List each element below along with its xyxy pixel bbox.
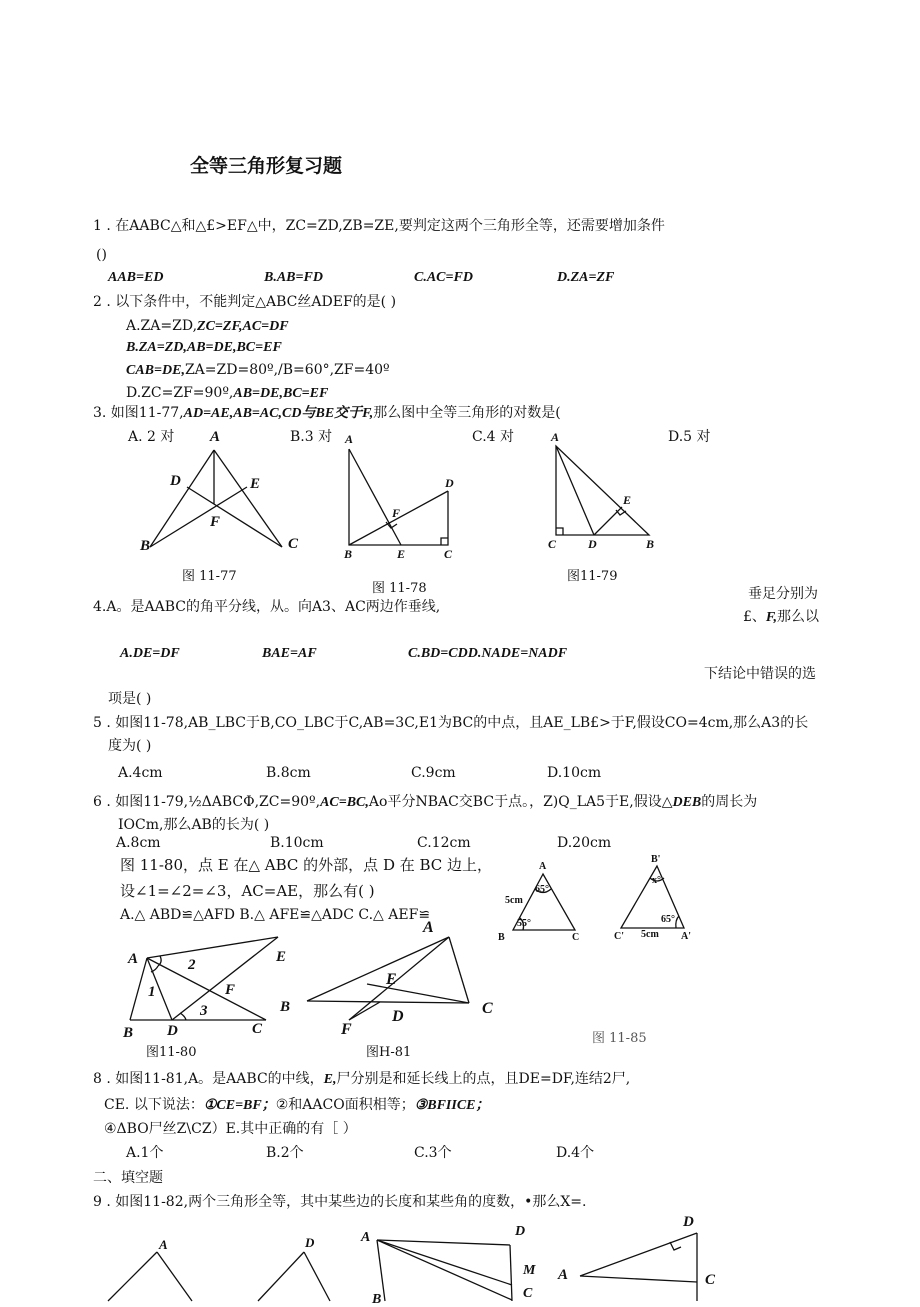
fig79-label-c: C (548, 537, 557, 551)
q2-a-plain: A.ZA=ZD, (126, 318, 198, 334)
fig80-label-e: E (276, 949, 287, 965)
q1-stem: 1 . 在AABC△和△£>EF△中，ZC=ZD,ZB=ZE,要判定这两个三角形全等，还需要增加条件 (93, 218, 665, 234)
fig80-label-3: 3 (200, 1003, 208, 1019)
tri-left-label-b: B (498, 932, 505, 943)
fig81-label-a: A (423, 919, 434, 936)
fig80-label-a: A (128, 951, 139, 967)
q9-stem: 9 . 如图11-82,两个三角形全等，其中某些边的长度和某些角的度数，•那么X=. (93, 1194, 587, 1210)
q4-right3: 下结论中错误的选 (704, 666, 816, 682)
q2-option-b: B.ZA=ZD,AB=DE,BC=EF (126, 340, 282, 355)
fig78-label-e: E (397, 547, 406, 561)
q6-option-c: C.12cm (417, 835, 471, 851)
q5-option-c: C.9cm (411, 765, 456, 781)
q8-line3: ④ΔBO尸丝Z\CZ）E.其中正确的有［ ） (104, 1121, 357, 1137)
q8-stem-tail: 尸分别是和延长线上的点，且DE=DF,连结2尸, (336, 1071, 631, 1087)
q2-c-bold: CAB=DE, (126, 363, 185, 378)
tri-right-angle-65: 65° (661, 914, 675, 925)
fig85-partial-caption: 图 11-85 (592, 1031, 647, 1046)
q4-right2-plain: £、 (743, 609, 766, 625)
tri-left-side: 5cm (505, 895, 523, 906)
q4-right1: 垂足分别为 (748, 586, 818, 602)
fig78-label-b: B (344, 547, 353, 561)
q2-stem: 2 . 以下条件中，不能判定△ABC丝ADEF的是( ) (93, 294, 397, 310)
fig78-caption: 图 11-78 (372, 581, 427, 596)
q1-paren: () (96, 247, 107, 263)
q6-stem-plain: 6 . 如图11-79,½ΔABCΦ,ZC=90º, (93, 794, 321, 810)
fig77-label-d: D (170, 473, 181, 489)
fig81-label-f: F (341, 1021, 352, 1038)
q1-option-c: C.AC=FD (414, 270, 473, 285)
fig80-label-c: C (252, 1021, 263, 1037)
tri-left-label-c: C (572, 932, 580, 943)
tri-left-angle-b: 55° (517, 918, 531, 929)
q3-option-a: A. 2 对 (128, 429, 175, 445)
q4-tail: 项是( ) (108, 691, 152, 707)
fig77-label-f: F (210, 514, 221, 530)
q2-d-plain: D.ZC=ZF=90º, (126, 385, 234, 401)
q8-line2-b2: ③BFIICE； (414, 1098, 490, 1113)
bottom-label-c2: C (705, 1272, 716, 1288)
fig79-caption: 图11-79 (567, 569, 618, 584)
q8-option-c: C.3个 (414, 1145, 452, 1161)
fig80-label-1: 1 (148, 984, 156, 1000)
q4-right2-tail: 那么以 (776, 609, 819, 625)
q4-option-a: A.DE=DF (120, 646, 180, 661)
tri-right-label-b: B' (651, 854, 661, 865)
bottom-label-a2: A (361, 1230, 371, 1245)
q2-a-bold: ZC=ZF,AC=DF (197, 319, 289, 334)
page-title: 全等三角形复习题 (190, 155, 343, 177)
tri-right-side: 5cm (641, 929, 659, 940)
tri-right-label-c: C' (614, 931, 624, 942)
bottom-label-a1: A (159, 1237, 168, 1252)
fig79-label-a: A (551, 430, 560, 444)
fig81-caption: 图H-81 (366, 1045, 412, 1060)
fig78-label-a: A (345, 432, 354, 446)
q3-option-d: D.5 对 (668, 429, 711, 445)
bottom-label-a3: A (558, 1267, 569, 1283)
q7-line3: A.△ ABD≌△AFD B.△ AFE≌△ADC C.△ AEF≌ (120, 907, 431, 923)
fig80-label-f: F (225, 982, 236, 998)
q4-option-cd: C.BD=CDD.NADE=NADF (408, 646, 568, 661)
fig80-caption: 图11-80 (146, 1045, 197, 1060)
bottom-label-m: M (523, 1263, 536, 1278)
q4-option-b: BAE=AF (262, 646, 317, 661)
q4-right2-bold: F, (765, 610, 777, 625)
bottom-label-d1: D (305, 1235, 315, 1250)
q8-line2-b1: ①CE=BF； (203, 1098, 276, 1113)
q5-stem: 5 . 如图11-78,AB_LBC于B,CO_LBC于C,AB=3C,E1为BC的中点，且AE_LB£>于F,假设CO=4cm,那么A3的长 (93, 715, 809, 731)
section-fill-in-heading: 二、填空题 (93, 1170, 163, 1186)
q8-option-a: A.1个 (126, 1145, 164, 1161)
q7-line1: 图 11-80，点 E 在△ ABC 的外部，点 D 在 BC 边上， (120, 856, 493, 874)
q6-stem-bold2: DEB (672, 795, 702, 810)
fig79-label-d: D (588, 537, 597, 551)
q4-stem: 4.A。是AABC的角平分线，从。向A3、AC两边作垂线, (93, 599, 441, 615)
q2-c-plain: ZA=ZD=80º,/B=60°,ZF=40º (184, 362, 390, 378)
bottom-label-b: B (372, 1292, 382, 1307)
tri-right-angle-x: x° (652, 875, 661, 886)
fig77-label-c: C (288, 536, 299, 552)
fig78-label-f: F (392, 506, 401, 520)
q3-stem-plain: 3. 如图11-77, (93, 405, 184, 421)
q6-stem2: IOCm,那么AB的长为( ) (118, 817, 270, 833)
q6-option-a: A.8cm (116, 835, 161, 851)
fig80-label-b-right: B (280, 999, 291, 1015)
fig77-label-a: A (210, 429, 221, 445)
q8-line2-plain: CE. 以下说法： (104, 1097, 204, 1113)
q1-option-a: AAB=ED (108, 270, 164, 285)
fig77-label-b: B (140, 538, 151, 554)
fig78-label-c: C (444, 547, 453, 561)
fig78-label-d: D (445, 476, 454, 490)
fig81-label-c: C (482, 1000, 493, 1017)
tri-left-angle-a: 65° (535, 884, 549, 895)
q7-line2: 设∠1=∠2=∠3，AC=AE，那么有( ) (120, 882, 375, 900)
q5-option-a: A.4cm (118, 765, 163, 781)
q1-option-b: B.AB=FD (264, 270, 323, 285)
q2-d-bold: AB=DE,BC=EF (233, 386, 329, 401)
q1-option-d: D.ZA=ZF (557, 270, 615, 285)
bottom-label-d3: D (683, 1214, 694, 1230)
fig77-caption: 图 11-77 (182, 569, 237, 584)
q3-option-b: B.3 对 (290, 429, 333, 445)
q5-option-b: B.8cm (266, 765, 311, 781)
q3-stem-bold: AD=AE,AB=AC,CD与BE交于F, (183, 406, 374, 421)
q3-option-c: C.4 对 (472, 429, 515, 445)
q5-stem2: 度为( ) (108, 738, 152, 754)
q5-option-d: D.10cm (547, 765, 602, 781)
q6-stem-tail2: 的周长为 (701, 794, 758, 810)
q8-option-b: B.2个 (266, 1145, 304, 1161)
tri-right-label-a: A' (681, 931, 691, 942)
q3-stem-tail: 那么图中全等三角形的对数是( (373, 405, 561, 421)
fig77-label-e: E (250, 476, 261, 492)
fig80-label-d: D (167, 1023, 178, 1039)
q8-option-d: D.4个 (556, 1145, 595, 1161)
q6-stem-bold: AC=BC, (320, 795, 369, 810)
fig80-label-b: B (123, 1025, 134, 1041)
q6-option-b: B.10cm (270, 835, 324, 851)
fig81-label-d: D (392, 1008, 404, 1025)
bottom-label-c1: C (523, 1286, 533, 1301)
fig80-label-2: 2 (188, 957, 196, 973)
tri-left-label-a: A (539, 861, 547, 872)
q8-stem-plain: 8 . 如图11-81,A。是AABC的中线， (93, 1071, 324, 1087)
q6-stem-tail: Ao平分NBAC交BC于点。，Z)Q_LA5于E,假设△ (368, 794, 673, 810)
bottom-label-d2: D (515, 1224, 526, 1239)
fig79-label-e: E (623, 493, 632, 507)
fig81-label-e: E (386, 971, 397, 988)
fig79-label-b: B (646, 537, 655, 551)
q8-line2-mid: ②和AACO面积相等； (275, 1097, 415, 1113)
q6-option-d: D.20cm (557, 835, 612, 851)
q8-stem-bold: E, (323, 1072, 337, 1087)
